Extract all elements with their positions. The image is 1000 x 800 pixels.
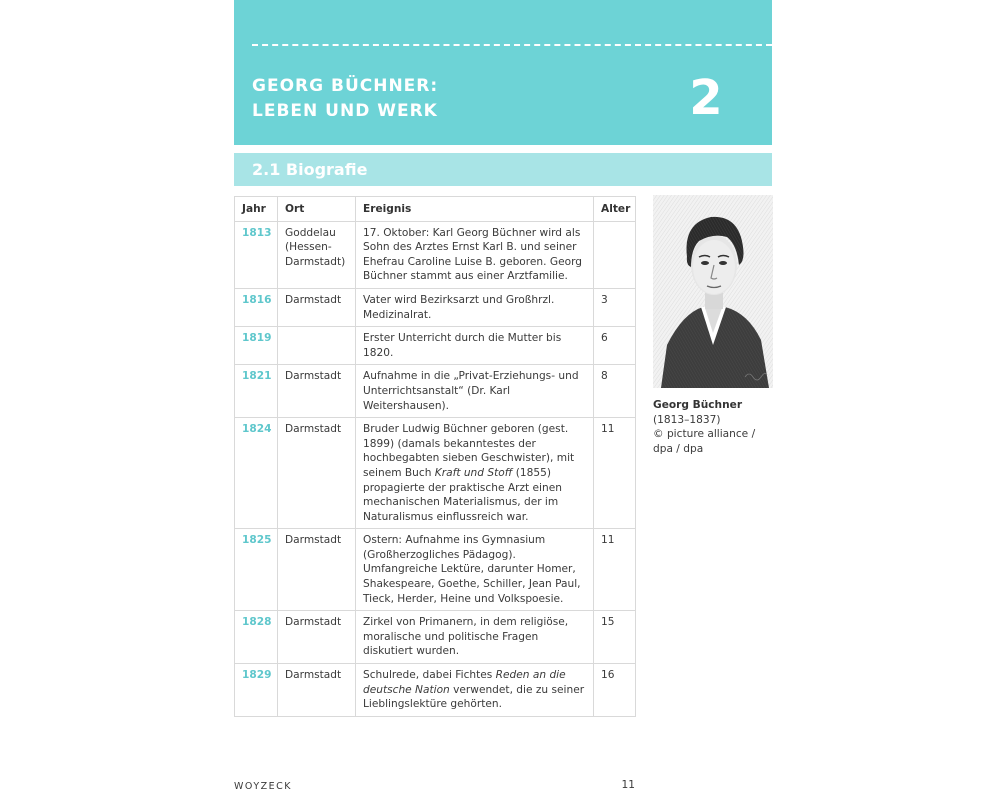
cell-event [356,365,594,418]
portrait-engraving-illustration [653,195,773,388]
cell-year: 1829 [235,664,278,717]
cell-event [356,221,594,288]
event-text: Vater wird Bezirksarzt und Großhrzl. Medizinalrat. [363,293,555,321]
event-title-italic: Reden an die deutsche Nation [363,669,566,696]
cell-year: 1819 [235,327,278,365]
cell-year: 1816 [235,288,278,326]
table-body [235,221,636,716]
cell-event [356,611,594,664]
cell-age: 15 [594,611,636,664]
cell-event [356,288,594,326]
chapter-title-line-2: LEBEN UND WERK [252,101,438,121]
cell-event [356,664,594,717]
cell-place: Darmstadt [278,288,356,326]
header-dashed-rule [252,44,772,46]
cell-place: Darmstadt [278,529,356,611]
cell-age: 3 [594,288,636,326]
event-text: Aufnahme in die „Privat-Erziehungs- und Unterrichtsanstalt“ (Dr. Karl Weitershausen). [363,370,579,412]
caption-credit-line-2: dpa / dpa [653,442,704,455]
biography-table [234,196,636,717]
cell-place: Darmstadt [278,611,356,664]
event-title-italic: Kraft und Stoff [434,466,513,479]
cell-age: 8 [594,365,636,418]
table-row [235,221,636,288]
event-text: Zirkel von Primanern, in dem religiöse, moralische und politische Fragen diskutiert wurden. [363,616,569,658]
column-header-place: Ort [278,197,356,222]
caption-credit-line-1: © picture alliance / [653,428,756,441]
cell-place: Darmstadt [278,365,356,418]
cell-place: Darmstadt [278,664,356,717]
event-text: verwendet, die zu seiner Lieblingslektüre gehörten. [363,683,585,711]
table-row [235,327,636,365]
cell-age: 6 [594,327,636,365]
column-header-age: Alter [594,197,636,222]
section-title: 2.1 Biografie [252,160,368,179]
cell-event [356,418,594,529]
cell-event [356,529,594,611]
caption-name: Georg Büchner [653,399,743,411]
chapter-title [252,74,632,124]
cell-year: 1825 [235,529,278,611]
event-text: (1855) propagierte der praktische Arzt einen mechanischen Materialismus, der im Naturalismus einflussreich war. [363,466,562,523]
footer-page-number: 11 [621,779,635,791]
table-header-row [235,197,636,222]
column-header-year: Jahr [235,197,278,222]
chapter-title-line-1: GEORG BÜCHNER: [252,76,439,96]
cell-event [356,327,594,365]
portrait-image [653,195,773,388]
event-text: 17. Oktober: Karl Georg Büchner wird als Sohn des Arztes Ernst Karl B. und seiner Ehefrau Caroline Luise B. geboren. Georg Büchner stammt aus einer Arztfamilie. [363,226,582,283]
table-row [235,529,636,611]
chapter-number: 2 [689,70,723,126]
table-row [235,365,636,418]
table-row [235,288,636,326]
event-text: Ostern: Aufnahme ins Gymnasium (Großherzogliches Pädagog). Umfangreiche Lektüre, darunter Homer, Shakespeare, Goethe, Schiller, Jean Paul, Tieck, Herder, Heine und Volkspoesie. [363,534,581,605]
cell-year: 1828 [235,611,278,664]
column-header-event: Ereignis [356,197,594,222]
event-text: Schulrede, dabei Fichtes [363,669,496,682]
event-text: Erster Unterricht durch die Mutter bis 1820. [363,332,562,359]
caption-years: (1813–1837) [653,413,721,426]
cell-age: 16 [594,664,636,717]
cell-age: 11 [594,529,636,611]
footer-book-title: WOYZECK [234,781,293,792]
cell-year: 1813 [235,221,278,288]
portrait-caption [653,398,773,456]
cell-year: 1821 [235,365,278,418]
cell-place [278,327,356,365]
table-row [235,664,636,717]
cell-place: Goddelau (Hessen-Darmstadt) [278,221,356,288]
cell-age: 11 [594,418,636,529]
event-text: Bruder Ludwig Büchner geboren (gest. 1899) (damals bekanntestes der hochbegabten sieben Geschwister), mit seinem Buch [363,423,575,479]
table-row [235,418,636,529]
cell-place: Darmstadt [278,418,356,529]
cell-age [594,221,636,288]
cell-year: 1824 [235,418,278,529]
table-row [235,611,636,664]
